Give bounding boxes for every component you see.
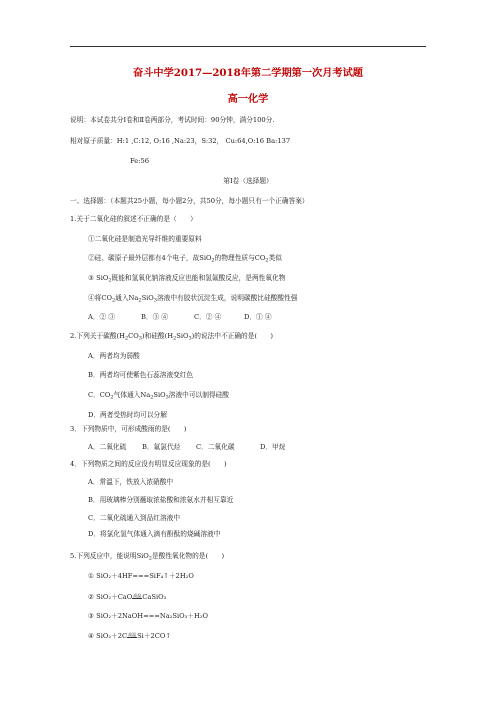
section-heading: 第Ⅰ卷（选择题）: [223, 177, 273, 185]
q2-option-c[interactable]: C．$CO_2$气体通入$Na_2SiO_3$溶液中可以制得硅酸: [88, 391, 229, 401]
q2-option-b[interactable]: B．两者均可使紫色石蕊溶液变红色: [88, 371, 194, 379]
q3-option-d[interactable]: D．甲烷: [260, 443, 286, 451]
intro-line-2: 相对原子质量：H:1 ,C:12, O:16 ,Na:23，S:32， Cu:64,O:16 Ba:137: [70, 137, 291, 145]
q1-statement-2: ②硅、碳原子最外层都有4个电子，故SiO$_2$的物理性质与$CO_2$类似: [88, 254, 282, 264]
q3-options: [88, 443, 285, 451]
q1-option-d[interactable]: D．① ④: [244, 313, 272, 321]
q2-option-d[interactable]: D．两者受热时均可以分解: [88, 411, 167, 419]
q1-options: [88, 313, 272, 321]
q1-statement-3: ③ SiO$_2$既能和氢氧化钠溶液反应也能和氢氟酸反应，是两性氧化物: [88, 274, 286, 284]
section-instructions: 一、选择题：（本题共25小题，每小题2分，共50分，每小题只有一个正确答案）: [70, 197, 309, 205]
q1-stem: 1.关于二氧化硅的叙述不正确的是（ ）: [70, 215, 197, 223]
q2-option-a[interactable]: A．两者均为弱酸: [88, 352, 140, 360]
q3-stem: 3．下列物质中，可形成酸雨的是( ): [70, 425, 187, 433]
q3-option-c[interactable]: C．二氧化碳: [196, 443, 235, 451]
q4-stem: 4．下列物质之间的反应没有明显反应现象的是( ): [70, 460, 227, 468]
q2-stem: 2.下列关于碳酸$(H_2CO_3)$和硅酸$(H_2SiO_3)$的说法中不正确的是( ): [70, 332, 274, 342]
q5-equation-2[interactable]: ② SiO₂＋CaO$^{高温}$CaSiO₃: [88, 593, 167, 601]
header-rule: [70, 46, 426, 47]
q1-statement-1: ①二氧化硅是制造光导纤维的重要原料: [88, 235, 202, 243]
intro-line-3: Fe:56: [130, 157, 149, 165]
q5-equation-1[interactable]: ① SiO₂＋4HF===SiF₄↑＋2H₂O: [88, 572, 194, 580]
q1-option-a[interactable]: A．② ③: [88, 313, 116, 321]
exam-title: 奋斗中学2017—2018年第二学期第一次月考试题: [133, 67, 363, 79]
intro-line-1: 说明：本试卷共分Ⅰ卷和Ⅱ卷两部分，考试时间：90分钟，满分100分.: [70, 116, 275, 124]
q4-option-d[interactable]: D．将氯化氢气体通入滴有酚酞的烧碱溶液中: [88, 530, 221, 538]
q3-option-a[interactable]: A．二氧化硫: [88, 443, 127, 451]
q3-option-b[interactable]: B．氟氯代烃: [142, 443, 181, 451]
q1-option-c[interactable]: C．② ④: [194, 313, 222, 321]
q4-option-b[interactable]: B．用玻璃棒分别蘸取浓盐酸和浓氨水并相互靠近: [88, 496, 234, 504]
exam-subject: 高一化学: [227, 93, 269, 105]
q4-option-a[interactable]: A．常温下，铁放入浓硝酸中: [88, 478, 174, 486]
q1-statement-4: ④将$CO_2$通入$Na_2SiO_3$溶液中有胶状沉淀生成，说明碳酸比硅酸酸性强: [88, 294, 298, 304]
high-temperature-condition: 高温: [128, 632, 137, 637]
q5-stem: 5.下列反应中，能说明SiO$_2$是酸性氧化物的是( ): [70, 552, 225, 562]
q5-equation-4[interactable]: ④ $SiO_2+2C^{高温}Si+2CO↑$: [88, 632, 171, 640]
q1-option-b[interactable]: B．③ ④: [141, 313, 169, 321]
high-temperature-condition: 高温: [133, 593, 142, 598]
q5-equation-3[interactable]: ③ SiO₂＋2NaOH===Na₂SiO₃＋H₂O: [88, 612, 208, 620]
q4-option-c[interactable]: C．二氧化硫通入到品红溶液中: [88, 514, 181, 522]
